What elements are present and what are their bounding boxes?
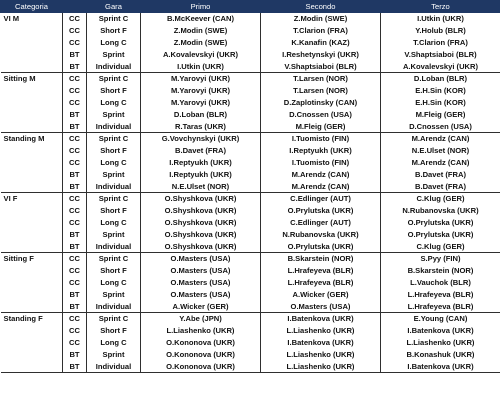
category-cell <box>1 229 63 241</box>
first-place-cell: B.Davet (FRA) <box>141 145 261 157</box>
technique-cell: BT <box>63 229 87 241</box>
technique-cell: BT <box>63 349 87 361</box>
third-place-cell: L.Vauchok (BLR) <box>381 277 500 289</box>
second-place-cell: I.Batenkova (UKR) <box>261 337 381 349</box>
first-place-cell: M.Yarovyi (UKR) <box>141 85 261 97</box>
second-place-cell: I.Reshetynskyi (UKR) <box>261 49 381 61</box>
race-cell: Sprint C <box>87 193 141 205</box>
category-cell: VI F <box>1 193 63 205</box>
table-row <box>1 49 500 61</box>
third-place-cell: D.Cnossen (USA) <box>381 121 500 133</box>
first-place-cell: O.Kononova (UKR) <box>141 361 261 373</box>
race-cell: Short F <box>87 205 141 217</box>
second-place-cell: L.Hrafeyeva (BLR) <box>261 265 381 277</box>
second-place-cell: Z.Modin (SWE) <box>261 13 381 25</box>
race-cell: Individual <box>87 181 141 193</box>
third-place-cell: E.H.Sin (KOR) <box>381 97 500 109</box>
table-row <box>1 253 500 265</box>
third-place-cell: C.Klug (GER) <box>381 193 500 205</box>
race-cell: Short F <box>87 145 141 157</box>
second-place-cell: N.Rubanovska (UKR) <box>261 229 381 241</box>
first-place-cell: Z.Modin (SWE) <box>141 25 261 37</box>
table-row <box>1 241 500 253</box>
second-place-cell: L.Hrafeyeva (BLR) <box>261 277 381 289</box>
third-place-cell: N.E.Ulset (NOR) <box>381 145 500 157</box>
third-place-cell: O.Prylutska (UKR) <box>381 217 500 229</box>
technique-cell: CC <box>63 193 87 205</box>
technique-cell: CC <box>63 13 87 25</box>
technique-cell: BT <box>63 181 87 193</box>
race-cell: Short F <box>87 265 141 277</box>
technique-cell: CC <box>63 25 87 37</box>
technique-cell: CC <box>63 313 87 325</box>
first-place-cell: O.Kononova (UKR) <box>141 349 261 361</box>
table-row <box>1 289 500 301</box>
category-cell <box>1 169 63 181</box>
second-place-cell: I.Reptyukh (UKR) <box>261 145 381 157</box>
first-place-cell: O.Masters (USA) <box>141 277 261 289</box>
race-cell: Sprint C <box>87 253 141 265</box>
race-cell: Short F <box>87 325 141 337</box>
first-place-cell: Z.Modin (SWE) <box>141 37 261 49</box>
third-place-cell: E.H.Sin (KOR) <box>381 85 500 97</box>
table-row <box>1 193 500 205</box>
third-place-cell: L.Hrafeyeva (BLR) <box>381 301 500 313</box>
first-place-cell: Y.Abe (JPN) <box>141 313 261 325</box>
technique-cell: CC <box>63 277 87 289</box>
technique-cell: BT <box>63 169 87 181</box>
table-row <box>1 349 500 361</box>
race-cell: Sprint <box>87 109 141 121</box>
header-terzo: Terzo <box>381 1 500 13</box>
race-cell: Long C <box>87 277 141 289</box>
table-row <box>1 181 500 193</box>
category-cell <box>1 97 63 109</box>
category-cell <box>1 217 63 229</box>
table-row <box>1 97 500 109</box>
technique-cell: CC <box>63 253 87 265</box>
technique-cell: CC <box>63 337 87 349</box>
first-place-cell: O.Kononova (UKR) <box>141 337 261 349</box>
category-cell <box>1 349 63 361</box>
second-place-cell: B.Skarstein (NOR) <box>261 253 381 265</box>
technique-cell: BT <box>63 289 87 301</box>
category-cell <box>1 61 63 73</box>
category-cell <box>1 277 63 289</box>
technique-cell: BT <box>63 61 87 73</box>
category-cell <box>1 109 63 121</box>
technique-cell: CC <box>63 145 87 157</box>
second-place-cell: D.Zaplotinsky (CAN) <box>261 97 381 109</box>
technique-cell: CC <box>63 325 87 337</box>
technique-cell: BT <box>63 109 87 121</box>
category-cell: Sitting F <box>1 253 63 265</box>
table-row <box>1 169 500 181</box>
category-cell <box>1 121 63 133</box>
first-place-cell: I.Reptyukh (UKR) <box>141 157 261 169</box>
header-tecnica <box>63 1 87 13</box>
category-cell <box>1 361 63 373</box>
race-cell: Sprint <box>87 229 141 241</box>
second-place-cell: T.Larsen (NOR) <box>261 73 381 85</box>
table-row <box>1 265 500 277</box>
table-row <box>1 337 500 349</box>
table-row <box>1 277 500 289</box>
race-cell: Short F <box>87 85 141 97</box>
technique-cell: CC <box>63 265 87 277</box>
race-cell: Sprint C <box>87 313 141 325</box>
race-cell: Long C <box>87 97 141 109</box>
third-place-cell: L.Hrafeyeva (BLR) <box>381 289 500 301</box>
third-place-cell: O.Prylutska (UKR) <box>381 229 500 241</box>
third-place-cell: E.Young (CAN) <box>381 313 500 325</box>
table-row <box>1 313 500 325</box>
first-place-cell: M.Yarovyi (UKR) <box>141 97 261 109</box>
second-place-cell: I.Tuomisto (FIN) <box>261 157 381 169</box>
first-place-cell: A.Kovalevskyi (UKR) <box>141 49 261 61</box>
race-cell: Sprint C <box>87 133 141 145</box>
technique-cell: BT <box>63 361 87 373</box>
table-row <box>1 61 500 73</box>
second-place-cell: L.Liashenko (UKR) <box>261 361 381 373</box>
technique-cell: CC <box>63 97 87 109</box>
first-place-cell: I.Reptyukh (UKR) <box>141 169 261 181</box>
table-row <box>1 109 500 121</box>
table-row <box>1 229 500 241</box>
race-cell: Individual <box>87 241 141 253</box>
second-place-cell: A.Wicker (GER) <box>261 289 381 301</box>
second-place-cell: O.Prylutska (UKR) <box>261 241 381 253</box>
category-cell <box>1 265 63 277</box>
technique-cell: CC <box>63 205 87 217</box>
header-primo: Primo <box>141 1 261 13</box>
table-row <box>1 217 500 229</box>
results-body <box>1 13 500 373</box>
race-cell: Sprint <box>87 289 141 301</box>
category-cell <box>1 241 63 253</box>
table-row <box>1 157 500 169</box>
technique-cell: BT <box>63 49 87 61</box>
third-place-cell: S.Pyy (FIN) <box>381 253 500 265</box>
table-row <box>1 325 500 337</box>
category-cell <box>1 85 63 97</box>
first-place-cell: G.Vovchynskyi (UKR) <box>141 133 261 145</box>
race-cell: Individual <box>87 121 141 133</box>
second-place-cell: V.Shaptsiaboi (BLR) <box>261 61 381 73</box>
category-cell: Sitting M <box>1 73 63 85</box>
third-place-cell: N.Rubanovska (UKR) <box>381 205 500 217</box>
second-place-cell: O.Masters (USA) <box>261 301 381 313</box>
second-place-cell: M.Fleig (GER) <box>261 121 381 133</box>
first-place-cell: O.Masters (USA) <box>141 265 261 277</box>
third-place-cell: B.Davet (FRA) <box>381 181 500 193</box>
race-cell: Long C <box>87 37 141 49</box>
first-place-cell: O.Shyshkova (UKR) <box>141 193 261 205</box>
third-place-cell: Y.Holub (BLR) <box>381 25 500 37</box>
third-place-cell: I.Batenkova (UKR) <box>381 361 500 373</box>
category-cell <box>1 337 63 349</box>
first-place-cell: R.Taras (UKR) <box>141 121 261 133</box>
first-place-cell: B.McKeever (CAN) <box>141 13 261 25</box>
second-place-cell: L.Liashenko (UKR) <box>261 325 381 337</box>
technique-cell: CC <box>63 217 87 229</box>
table-row <box>1 133 500 145</box>
second-place-cell: O.Prylutska (UKR) <box>261 205 381 217</box>
category-cell: Standing F <box>1 313 63 325</box>
third-place-cell: T.Clarion (FRA) <box>381 37 500 49</box>
third-place-cell: M.Arendz (CAN) <box>381 133 500 145</box>
category-cell <box>1 157 63 169</box>
first-place-cell: I.Utkin (UKR) <box>141 61 261 73</box>
first-place-cell: D.Loban (BLR) <box>141 109 261 121</box>
first-place-cell: L.Liashenko (UKR) <box>141 325 261 337</box>
table-row <box>1 25 500 37</box>
third-place-cell: B.Skarstein (NOR) <box>381 265 500 277</box>
header-categoria: Categoria <box>1 1 63 13</box>
third-place-cell: B.Konashuk (UKR) <box>381 349 500 361</box>
third-place-cell: M.Arendz (CAN) <box>381 157 500 169</box>
race-cell: Individual <box>87 301 141 313</box>
table-row <box>1 361 500 373</box>
first-place-cell: N.E.Ulset (NOR) <box>141 181 261 193</box>
table-row <box>1 145 500 157</box>
technique-cell: BT <box>63 121 87 133</box>
technique-cell: CC <box>63 37 87 49</box>
race-cell: Sprint <box>87 49 141 61</box>
category-cell <box>1 289 63 301</box>
second-place-cell: I.Batenkova (UKR) <box>261 313 381 325</box>
table-row <box>1 121 500 133</box>
second-place-cell: C.Edlinger (AUT) <box>261 193 381 205</box>
third-place-cell: V.Shaptsiaboi (BLR) <box>381 49 500 61</box>
second-place-cell: C.Edlinger (AUT) <box>261 217 381 229</box>
second-place-cell: K.Kanafin (KAZ) <box>261 37 381 49</box>
race-cell: Short F <box>87 25 141 37</box>
third-place-cell: D.Loban (BLR) <box>381 73 500 85</box>
header-row <box>1 1 500 13</box>
table-row <box>1 85 500 97</box>
technique-cell: CC <box>63 73 87 85</box>
race-cell: Individual <box>87 61 141 73</box>
race-cell: Long C <box>87 337 141 349</box>
second-place-cell: T.Clarion (FRA) <box>261 25 381 37</box>
category-cell: VI M <box>1 13 63 25</box>
first-place-cell: O.Shyshkova (UKR) <box>141 229 261 241</box>
first-place-cell: O.Shyshkova (UKR) <box>141 205 261 217</box>
second-place-cell: M.Arendz (CAN) <box>261 169 381 181</box>
first-place-cell: O.Masters (USA) <box>141 289 261 301</box>
first-place-cell: O.Shyshkova (UKR) <box>141 217 261 229</box>
header-gara: Gara <box>87 1 141 13</box>
race-cell: Sprint <box>87 349 141 361</box>
race-cell: Long C <box>87 157 141 169</box>
technique-cell: CC <box>63 85 87 97</box>
table-row <box>1 205 500 217</box>
table-row <box>1 37 500 49</box>
category-cell <box>1 145 63 157</box>
second-place-cell: I.Tuomisto (FIN) <box>261 133 381 145</box>
race-cell: Sprint C <box>87 13 141 25</box>
third-place-cell: B.Davet (FRA) <box>381 169 500 181</box>
race-cell: Sprint <box>87 169 141 181</box>
technique-cell: CC <box>63 133 87 145</box>
category-cell <box>1 181 63 193</box>
technique-cell: BT <box>63 241 87 253</box>
second-place-cell: D.Cnossen (USA) <box>261 109 381 121</box>
first-place-cell: M.Yarovyi (UKR) <box>141 73 261 85</box>
technique-cell: BT <box>63 301 87 313</box>
category-cell <box>1 49 63 61</box>
second-place-cell: T.Larsen (NOR) <box>261 85 381 97</box>
category-cell <box>1 301 63 313</box>
race-cell: Individual <box>87 361 141 373</box>
category-cell <box>1 205 63 217</box>
category-cell <box>1 37 63 49</box>
race-cell: Long C <box>87 217 141 229</box>
table-row <box>1 13 500 25</box>
first-place-cell: O.Masters (USA) <box>141 253 261 265</box>
third-place-cell: I.Batenkova (UKR) <box>381 325 500 337</box>
third-place-cell: L.Liashenko (UKR) <box>381 337 500 349</box>
third-place-cell: M.Fleig (GER) <box>381 109 500 121</box>
category-cell <box>1 325 63 337</box>
third-place-cell: I.Utkin (UKR) <box>381 13 500 25</box>
third-place-cell: A.Kovalevskyi (UKR) <box>381 61 500 73</box>
technique-cell: CC <box>63 157 87 169</box>
category-cell: Standing M <box>1 133 63 145</box>
second-place-cell: M.Arendz (CAN) <box>261 181 381 193</box>
category-cell <box>1 25 63 37</box>
table-row <box>1 301 500 313</box>
header-secondo: Secondo <box>261 1 381 13</box>
table-row <box>1 73 500 85</box>
first-place-cell: O.Shyshkova (UKR) <box>141 241 261 253</box>
third-place-cell: C.Klug (GER) <box>381 241 500 253</box>
second-place-cell: L.Liashenko (UKR) <box>261 349 381 361</box>
race-cell: Sprint C <box>87 73 141 85</box>
first-place-cell: A.Wicker (GER) <box>141 301 261 313</box>
